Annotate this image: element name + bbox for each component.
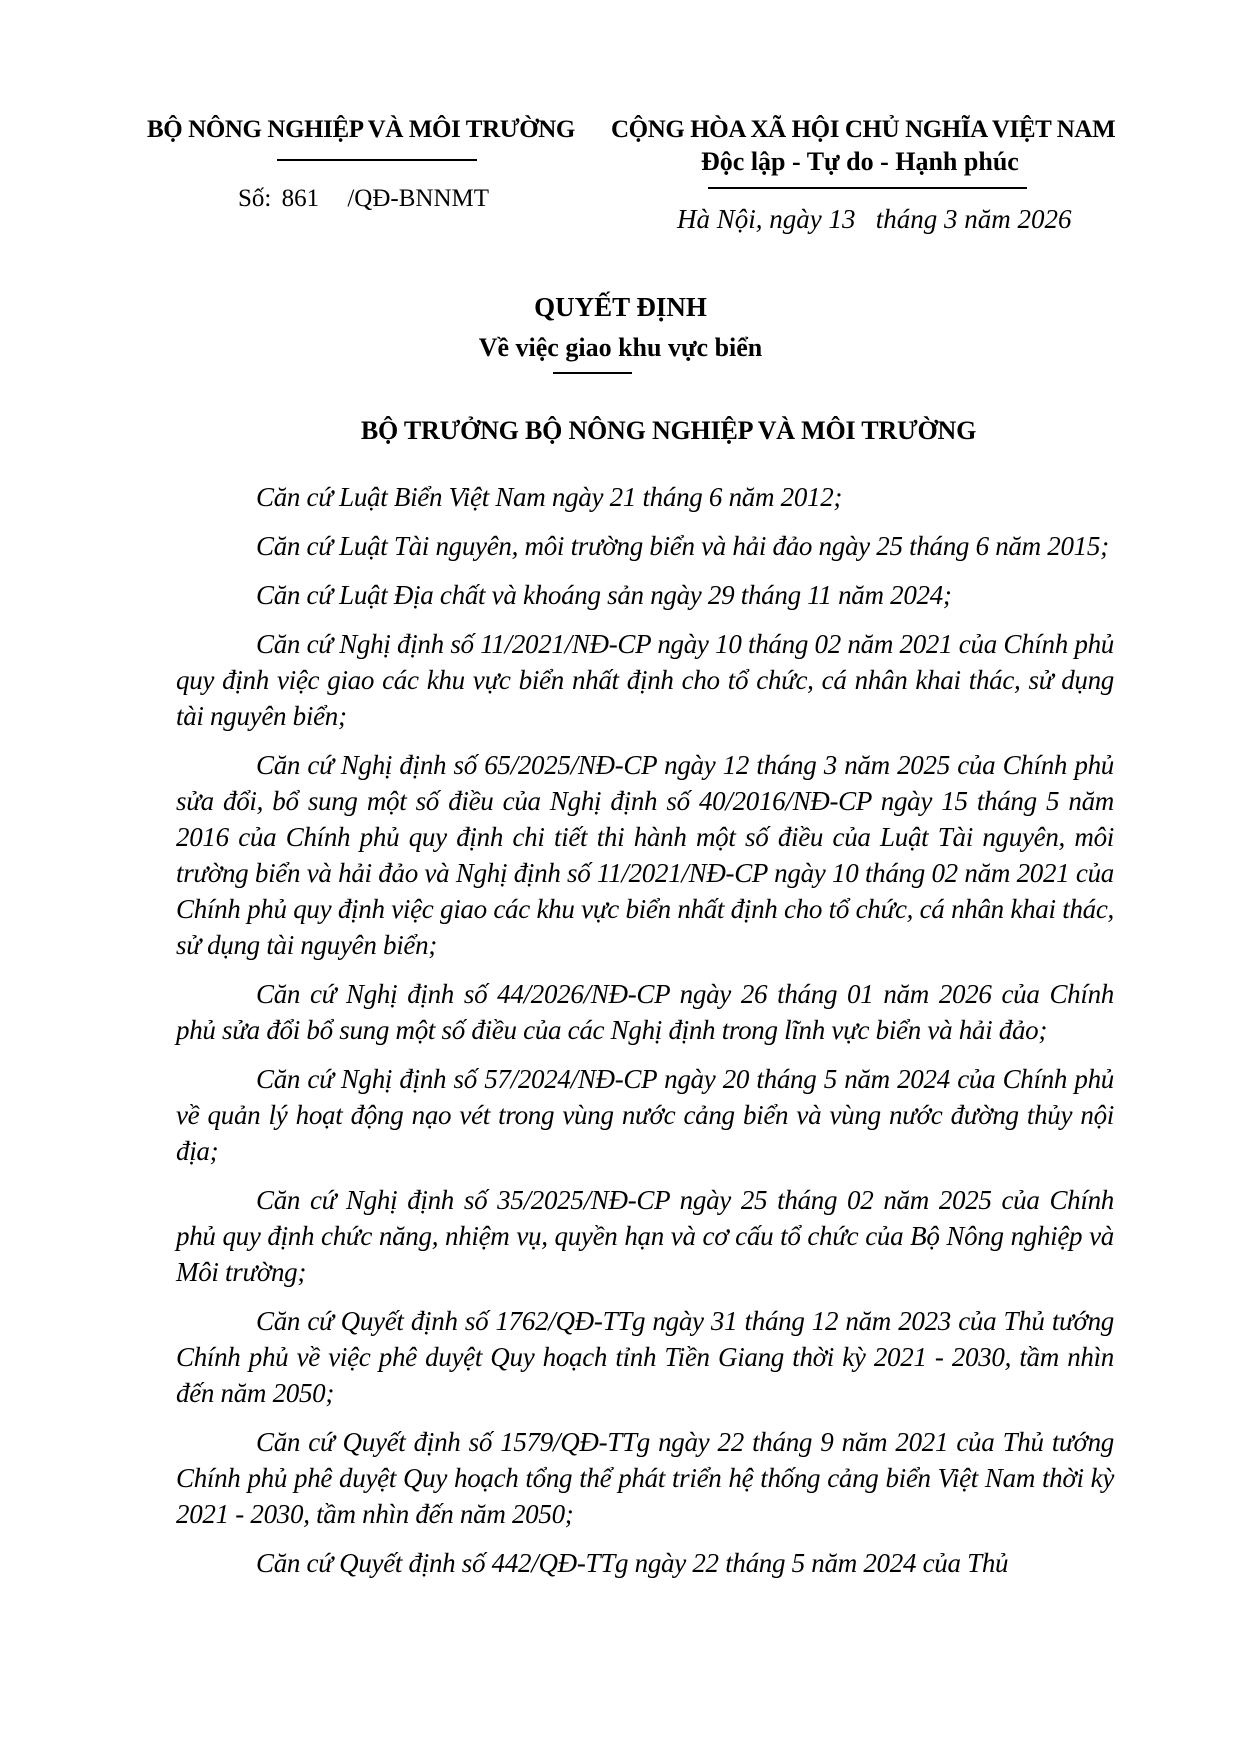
legal-basis-paragraph: Căn cứ Quyết định số 1579/QĐ-TTg ngày 22 tháng 9 năm 2021 của Thủ tướng Chính phủ phê duyệt Quy hoạch tổng thể phát triển hệ thống cảng biển Việt Nam thời kỳ 2021 - 2030, tầm nhìn đến năm 2050; — [176, 1427, 1114, 1529]
document-number — [238, 185, 489, 213]
subject-underline — [553, 372, 632, 374]
number-value: 861 — [281, 185, 320, 212]
legal-basis-paragraph: Căn cứ Nghị định số 35/2025/NĐ-CP ngày 25 tháng 02 năm 2025 của Chính phủ quy định chức năng, nhiệm vụ, quyền hạn và cơ cấu tổ chức của Bộ Nông nghiệp và Môi trường; — [176, 1185, 1114, 1287]
place-and-date: Hà Nội, ngày 13 tháng 3 năm 2026 — [677, 204, 1072, 234]
country-name: CỘNG HÒA XÃ HỘI CHỦ NGHĨA VIỆT NAM — [611, 116, 1116, 143]
document-type-title: QUYẾT ĐỊNH — [534, 292, 707, 322]
number-prefix: Số: — [238, 185, 272, 212]
legal-basis-paragraph: Căn cứ Luật Địa chất và khoáng sản ngày 29 tháng 11 năm 2024; — [256, 580, 952, 610]
document-subject: Về việc giao khu vực biển — [478, 333, 763, 362]
number-suffix: /QĐ-BNNMT — [347, 185, 490, 212]
issuing-agency: BỘ NÔNG NGHIỆP VÀ MÔI TRƯỜNG — [147, 116, 575, 143]
legal-basis-paragraph: Căn cứ Quyết định số 442/QĐ-TTg ngày 22 tháng 5 năm 2024 của Thủ — [256, 1548, 1009, 1578]
legal-basis-paragraph: Căn cứ Luật Tài nguyên, môi trường biển và hải đảo ngày 25 tháng 6 năm 2015; — [256, 531, 1109, 561]
legal-bases — [176, 479, 1114, 1594]
national-motto: Độc lập - Tự do - Hạnh phúc — [701, 147, 1019, 176]
legal-basis-paragraph: Căn cứ Nghị định số 57/2024/NĐ-CP ngày 20 tháng 5 năm 2024 của Chính phủ về quản lý hoạt động nạo vét trong vùng nước cảng biển và vùng nước đường thủy nội địa; — [176, 1064, 1114, 1166]
legal-basis-paragraph: Căn cứ Quyết định số 1762/QĐ-TTg ngày 31 tháng 12 năm 2023 của Thủ tướng Chính phủ về việc phê duyệt Quy hoạch tỉnh Tiền Giang thời kỳ 2021 - 2030, tầm nhìn đến năm 2050; — [176, 1306, 1114, 1408]
issuer-heading: BỘ TRƯỞNG BỘ NÔNG NGHIỆP VÀ MÔI TRƯỜNG — [360, 416, 977, 445]
motto-underline — [708, 187, 1027, 189]
legal-basis-paragraph: Căn cứ Nghị định số 65/2025/NĐ-CP ngày 12 tháng 3 năm 2025 của Chính phủ sửa đổi, bổ sung một số điều của Nghị định số 40/2016/NĐ-CP ngày 15 tháng 5 năm 2016 của Chính phủ quy định chi tiết thi hành một số điều của Luật Tài nguyên, môi trường biển và hải đảo và Nghị định số 11/2021/NĐ-CP ngày 10 tháng 02 năm 2021 của Chính phủ quy định việc giao các khu vực biển nhất định cho tổ chức, cá nhân khai thác, sử dụng tài nguyên biển; — [176, 750, 1114, 960]
legal-basis-paragraph: Căn cứ Nghị định số 11/2021/NĐ-CP ngày 10 tháng 02 năm 2021 của Chính phủ quy định việc giao các khu vực biển nhất định cho tổ chức, cá nhân khai thác, sử dụng tài nguyên biển; — [176, 629, 1114, 731]
legal-basis-paragraph: Căn cứ Luật Biển Việt Nam ngày 21 tháng 6 năm 2012; — [256, 482, 843, 512]
legal-basis-paragraph: Căn cứ Nghị định số 44/2026/NĐ-CP ngày 26 tháng 01 năm 2026 của Chính phủ sửa đổi bổ sung một số điều của các Nghị định trong lĩnh vực biển và hải đảo; — [176, 979, 1114, 1045]
agency-underline — [277, 159, 477, 161]
